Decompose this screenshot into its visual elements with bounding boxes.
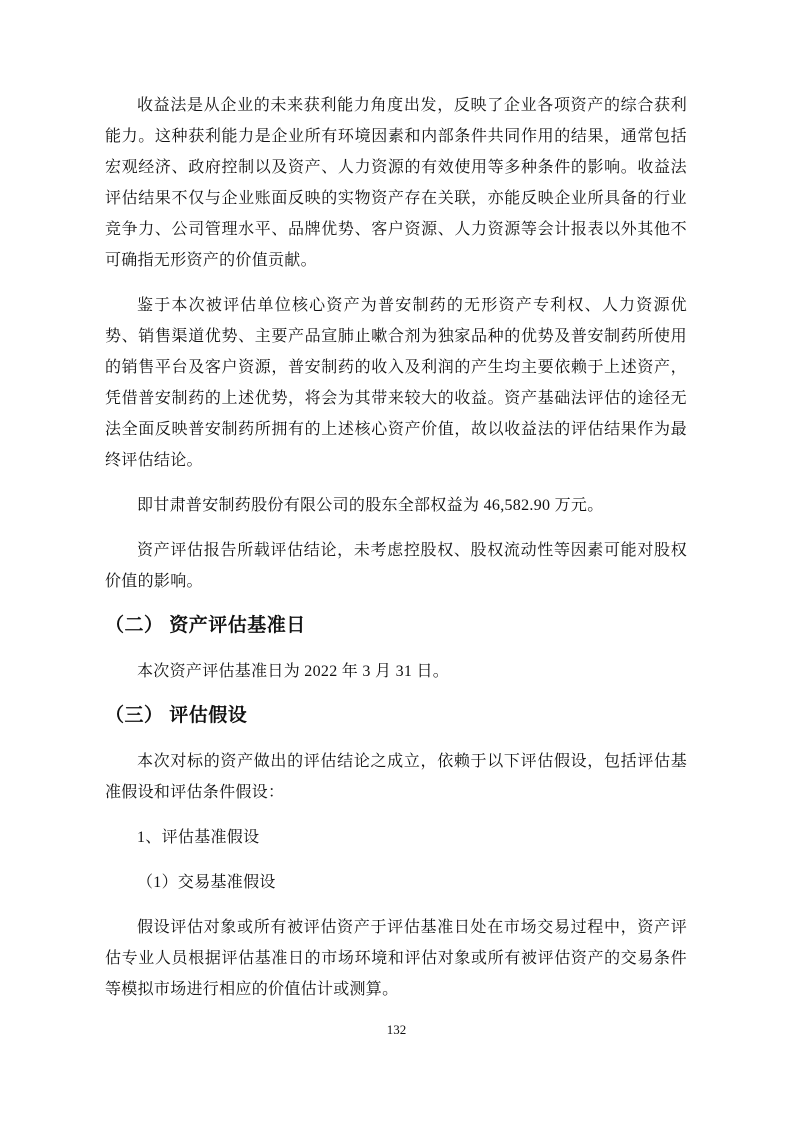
page-number: 132 (386, 1022, 407, 1037)
paragraph-base-date: 本次资产评估基准日为 2022 年 3 月 31 日。 (137, 663, 450, 680)
list-item-base-assumptions: 1、评估基准假设 (137, 829, 260, 846)
paragraph-conclusion-note: 资产评估报告所载评估结论，未考虑控股权、股权流动性等因素可能对股权价值的影响。 (105, 542, 687, 590)
paragraph-assumptions-intro: 本次对标的资产做出的评估结论之成立，依赖于以下评估假设，包括评估基准假设和评估条件假设： (105, 753, 687, 801)
paragraph-core-assets: 鉴于本次被评估单位核心资产为普安制药的无形资产专利权、人力资源优势、销售渠道优势、主要产品宣肺止嗽合剂为独家品种的优势及普安制药所使用的销售平台及客户资源，普安制药的收入及利润的产生均主要依赖于上述资产，凭借普安制药的上述优势，将会为其带来较大的收益。资产基础法评估的途径无法全面反映普安制药所拥有的上述核心资产价值，故以收益法的评估结果作为最终评估结论。 (105, 297, 687, 469)
paragraph-equity-value: 即甘肃普安制药股份有限公司的股东全部权益为 46,582.90 万元。 (137, 497, 604, 514)
list-item-transaction-assumption: （1）交易基准假设 (137, 874, 276, 891)
section-heading-valuation-base-date: （二） 资产评估基准日 (105, 615, 306, 636)
document-body (105, 0, 687, 1019)
paragraph-income-approach: 收益法是从企业的未来获利能力角度出发，反映了企业各项资产的综合获利能力。这种获利能力是企业所有环境因素和内部条件共同作用的结果，通常包括宏观经济、政府控制以及资产、人力资源的有效使用等多种条件的影响。收益法评估结果不仅与企业账面反映的实物资产存在关联，亦能反映企业所具备的行业竞争力、公司管理水平、品牌优势、客户资源、人力资源等会计报表以外其他不可确指无形资产的价值贡献。 (105, 97, 687, 269)
paragraph-transaction-assumption-body: 假设评估对象或所有被评估资产于评估基准日处在市场交易过程中，资产评估专业人员根据评估基准日的市场环境和评估对象或所有被评估资产的交易条件等模拟市场进行相应的价值估计或测算。 (105, 919, 687, 998)
section-heading-valuation-assumptions: （三） 评估假设 (105, 705, 248, 726)
